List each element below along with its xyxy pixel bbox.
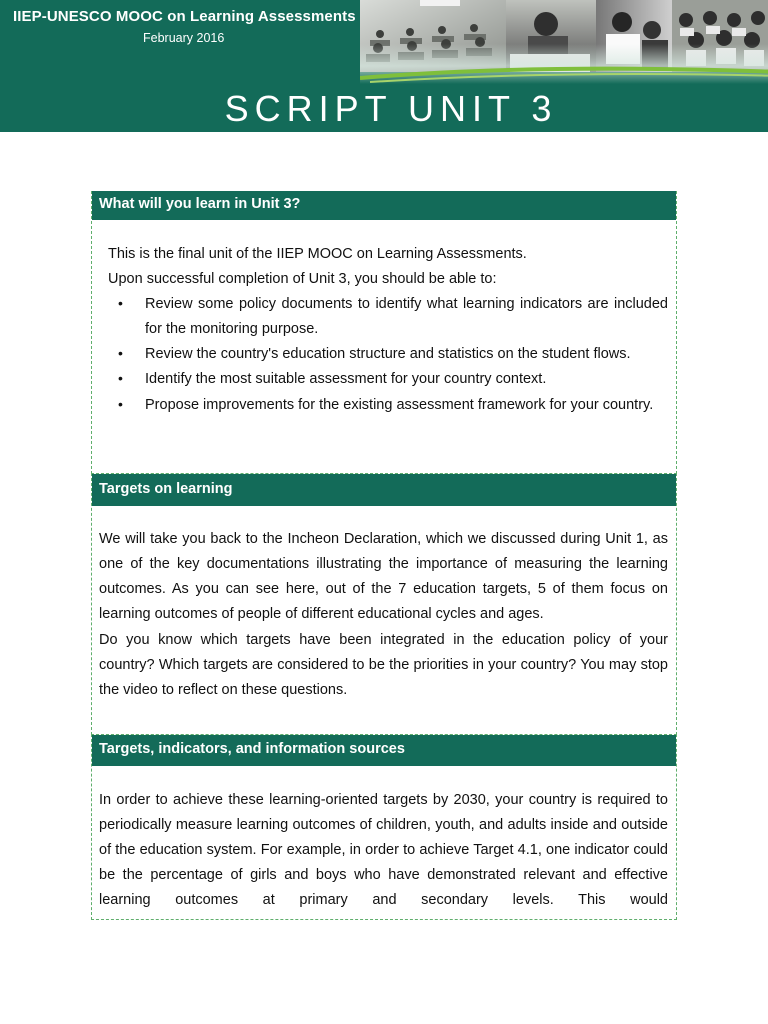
targets-paragraph: We will take you back to the Incheon Declaration, which we discussed during Unit 1, as one of the key documentations illustrating the importance of measuring the learning outcomes. As you can see here, out of the 7 education targets, 5 of them focus on learning outcomes of people of different educational cycles and ages.	[99, 531, 668, 622]
intro-line: This is the final unit of the IIEP MOOC on Learning Assessments.	[108, 246, 527, 262]
bullet-marker: •	[118, 396, 123, 412]
bullet-item: Review some policy documents to identify what learning indicators are included for the monitoring purpose.	[145, 296, 668, 337]
indicators-paragraph: In order to achieve these learning-oriented targets by 2030, your country is required to periodically measure learning outcomes of children, youth, and adults inside and outside of the education system. For example, in order to achieve Target 4.1, one indicator could be the percentage of girls and boys who have demonstrated relevant and effective learning outcomes at primary and secondary levels. This would	[99, 792, 668, 908]
intro-line: Upon successful completion of Unit 3, you should be able to:	[108, 271, 497, 287]
bullet-item: Identify the most suitable assessment for your country context.	[145, 371, 547, 387]
section-heading-indicators: Targets, indicators, and information sources	[92, 735, 676, 766]
section-heading-learn: What will you learn in Unit 3?	[92, 191, 676, 220]
section-heading-targets: Targets on learning	[92, 474, 676, 506]
bullet-marker: •	[118, 295, 123, 311]
bullet-marker: •	[118, 370, 123, 386]
course-date: February 2016	[143, 31, 225, 45]
targets-paragraph: Do you know which targets have been integrated in the education policy of your country? Which targets are considered to be the priorities in your country? You may stop the video to reflect on these questions.	[99, 632, 668, 698]
document-title: SCRIPT UNIT 3	[224, 88, 558, 129]
bullet-marker: •	[118, 345, 123, 361]
bullet-item: Review the country's education structure and statistics on the student flows.	[145, 346, 631, 362]
bullet-item: Propose improvements for the existing assessment framework for your country.	[145, 397, 654, 413]
header-swoosh-decoration	[360, 62, 768, 84]
page-header	[0, 0, 768, 132]
course-title: IIEP-UNESCO MOOC on Learning Assessments	[13, 8, 356, 25]
learn-intro	[108, 242, 668, 292]
